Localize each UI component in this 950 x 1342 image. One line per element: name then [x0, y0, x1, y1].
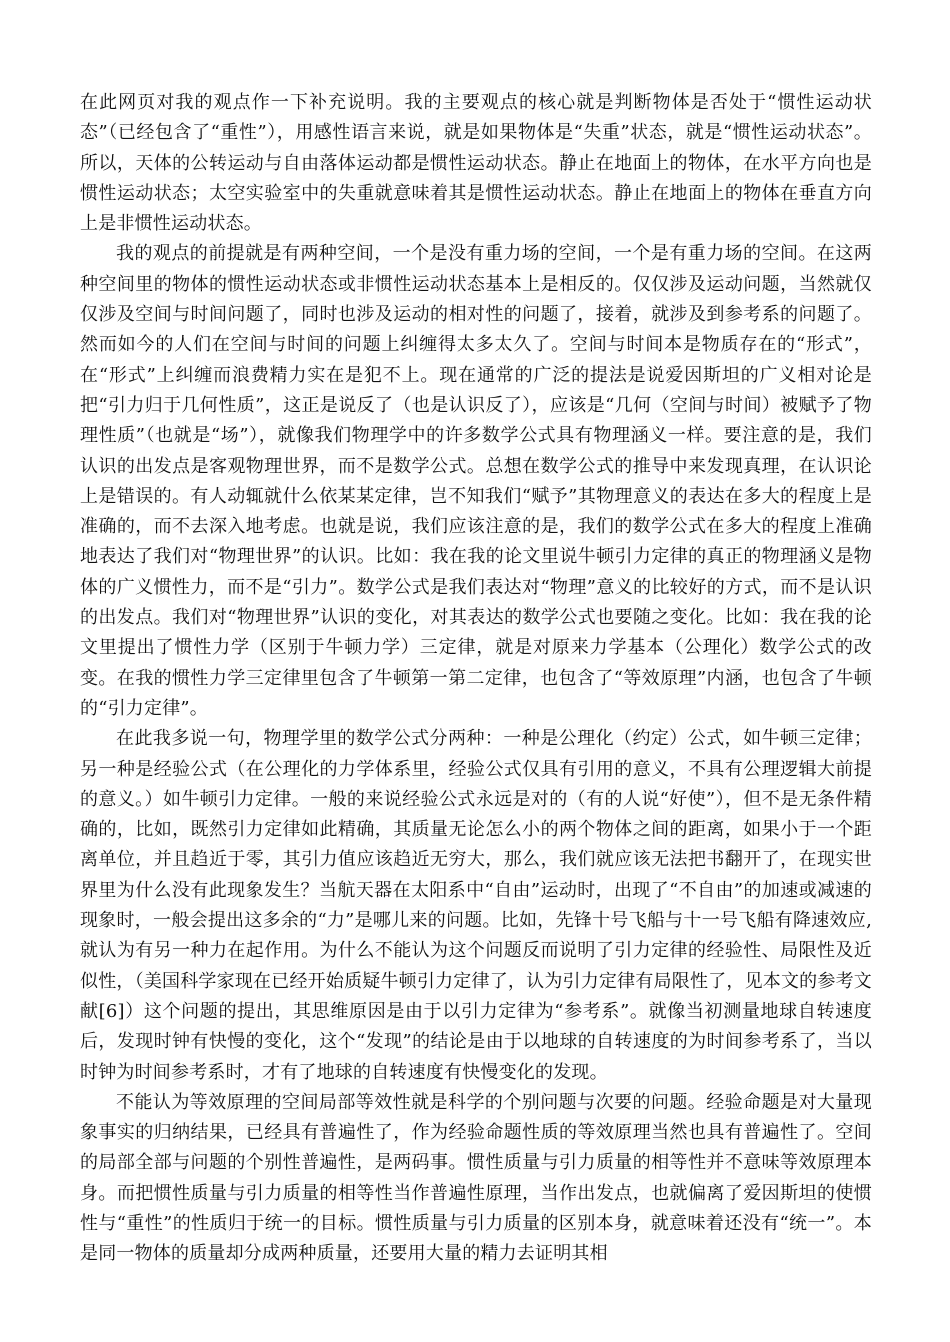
paragraph-2: 我的观点的前提就是有两种空间，一个是没有重力场的空间，一个是有重力场的空间。在这两种空间里的物体的惯性运动状态或非惯性运动状态基本上是相反的。仅仅涉及运动问题，当然就仅仅涉及空间与时间问题了，同时也涉及运动的相对性的问题了，接着，就涉及到参考系的问题了。然而如今的人们在空间与时间的问题上纠缠得太多太久了。空间与时间本是物质存在的“形式”，在“形式”上纠缠而浪费精力实在是犯不上。现在通常的广泛的提法是说爱因斯坦的广义相对论是把“引力归于几何性质”，这正是说反了（也是认识反了），应该是“几何（空间与时间）被赋予了物理性质”（也就是“场”），就像我们物理学中的许多数学公式具有物理涵义一样。要注意的是，我们认识的出发点是客观物理世界，而不是数学公式。总想在数学公式的推导中来发现真理，在认识论上是错误的。有人动辄就什么依某某定律，岂不知我们“赋予”其物理意义的表达在多大的程度上是准确的，而不去深入地考虑。也就是说，我们应该注意的是，我们的数学公式在多大的程度上准确地表达了我们对“物理世界”的认识。比如：我在我的论文里说牛顿引力定律的真正的物理涵义是物体的广义惯性力，而不是“引力”。数学公式是我们表达对“物理”意义的比较好的方式，而不是认识的出发点。我们对“物理世界”认识的变化，对其表达的数学公式也要随之变化。比如：我在我的论文里提出了惯性力学（区别于牛顿力学）三定律，就是对原来力学基本（公理化）数学公式的改变。在我的惯性力学三定律里包含了牛顿第一第二定律，也包含了“等效原理”内涵，也包含了牛顿的“引力定律”。 — [80, 243, 872, 719]
paragraph-4: 不能认为等效原理的空间局部等效性就是科学的个别问题与次要的问题。经验命题是对大量现象事实的归纳结果，已经具有普遍性了，作为经验命题性质的等效原理当然也具有普遍性了。空间的局部全部与问题的个别性普遍性，是两码事。惯性质量与引力质量的相等性并不意味等效原理本身。而把惯性质量与引力质量的相等性当作普遍性原理，当作出发点，也就偏离了爱因斯坦的使惯性与“重性”的性质归于统一的目标。惯性质量与引力质量的区别本身，就意味着还没有“统一”。本是同一物体的质量却分成两种质量，还要用大量的精力去证明其相 — [80, 1091, 872, 1265]
paragraph-3: 在此我多说一句，物理学里的数学公式分两种：一种是公理化（约定）公式，如牛顿三定律；另一种是经验公式（在公理化的力学体系里，经验公式仅具有引用的意义，不具有公理逻辑大前提的意义。）如牛顿引力定律。一般的来说经验公式永远是对的（有的人说“好使”），但不是无条件精确的，比如，既然引力定律如此精确，其质量无论怎么小的两个物体之间的距离，如果小于一个距离单位，并且趋近于零，其引力值应该趋近无穷大，那么，我们就应该无法把书翻开了，在现实世界里为什么没有此现象发生？当航天器在太阳系中“自由”运动时，出现了“不自由”的加速或减速的现象时，一般会提出这多余的“力”是哪儿来的问题。比如，先锋十号飞船与十一号飞船有降速效应,就认为有另一种力在起作用。为什么不能认为这个问题反而说明了引力定律的经验性、局限性及近似性，（美国科学家现在已经开始质疑牛顿引力定律了，认为引力定律有局限性了，见本文的参考文献[6]）这个问题的提出，其思维原因是由于以引力定律为“参考系”。就像当初测量地球自转速度后，发现时钟有快慢的变化，这个“发现”的结论是由于以地球的自转速度的为时间参考系了，当以时钟为时间参考系时，才有了地球的自转速度有快慢变化的发现。 — [80, 728, 872, 1083]
paragraph-1: 在此网页对我的观点作一下补充说明。我的主要观点的核心就是判断物体是否处于“惯性运动状态”（已经包含了“重性”），用感性语言来说，就是如果物体是“失重”状态，就是“惯性运动状态”。所以，天体的公转运动与自由落体运动都是惯性运动状态。静止在地面上的物体，在水平方向也是惯性运动状态；太空实验室中的失重就意味着其是惯性运动状态。静止在地面上的物体在垂直方向上是非惯性运动状态。 — [80, 92, 872, 235]
document-page — [80, 88, 872, 1270]
